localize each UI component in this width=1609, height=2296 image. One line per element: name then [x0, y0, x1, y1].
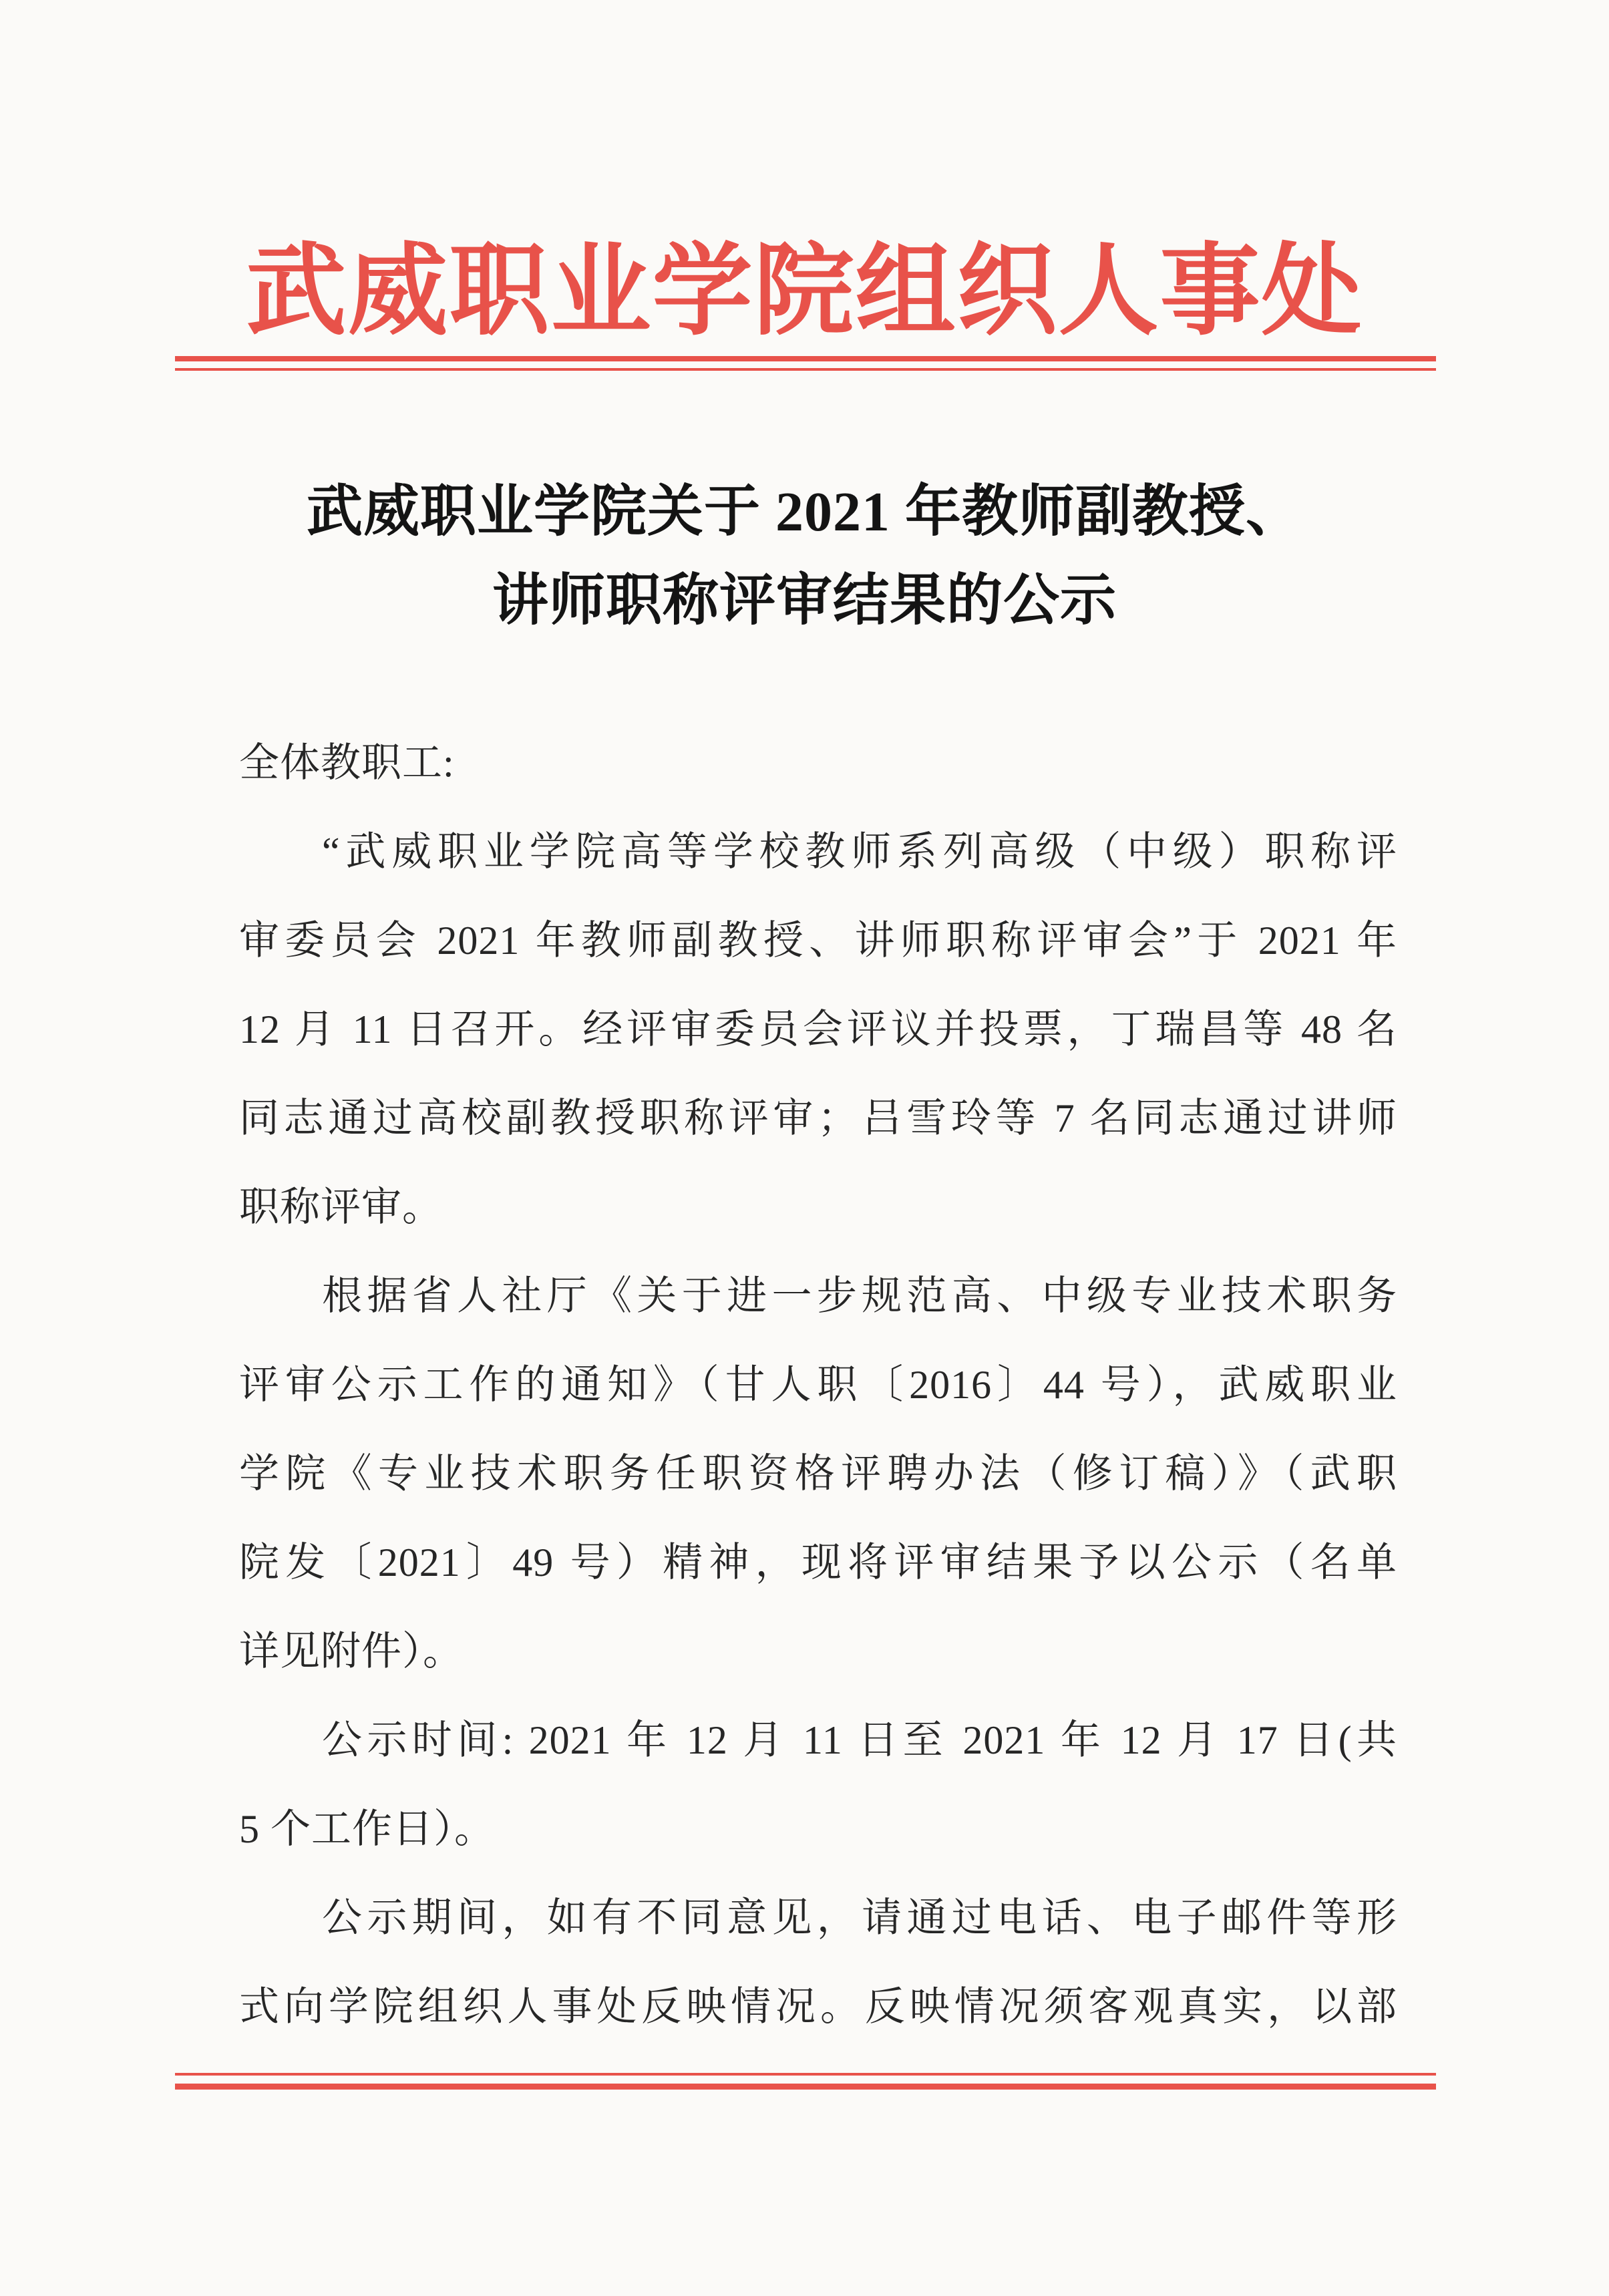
body-line: 学院《专业技术职务任职资格评聘办法（修订稿）》（武职 [239, 1452, 1397, 1496]
footer-rule-thick [175, 2084, 1436, 2090]
document-title-line1: 武威职业学院关于 2021 年教师副教授、 [306, 481, 1302, 543]
body-line: 院发〔2021〕49 号）精神，现将评审结果予以公示（名单 [239, 1540, 1397, 1585]
footer-rule-thin [175, 2073, 1436, 2076]
body-line: 根据省人社厅《关于进一步规范高、中级专业技术职务 [322, 1274, 1397, 1318]
body-line: 同志通过高校副教授职称评审；吕雪玲等 7 名同志通过讲师 [239, 1096, 1397, 1140]
header-rule-thin [175, 368, 1436, 371]
body-line: 详见附件）。 [239, 1629, 464, 1673]
body-line: 审委员会 2021 年教师副教授、讲师职称评审会”于 2021 年 [239, 919, 1397, 963]
body-line: 式向学院组织人事处反映情况。反映情况须客观真实，以部 [239, 1985, 1397, 2029]
body-line: “武威职业学院高等学校教师系列高级（中级）职称评 [322, 830, 1397, 874]
header-rule-thick [175, 356, 1436, 361]
document-title [0, 468, 1609, 645]
body-text [239, 719, 1397, 2052]
body-line: 职称评审。 [239, 1185, 443, 1229]
body-line: 评审公示工作的通知》（甘人职〔2016〕44 号），武威职业 [239, 1363, 1397, 1407]
document-title-line2: 讲师职称评审结果的公示 [492, 570, 1117, 632]
body-line: 全体教职工: [239, 741, 455, 785]
body-line: 5 个工作日）。 [239, 1807, 495, 1851]
body-line: 公示时间: 2021 年 12 月 11 日至 2021 年 12 月 17 日(共 [322, 1718, 1397, 1762]
department-banner-title: 武威职业学院组织人事处 [246, 236, 1363, 347]
body-line: 公示期间，如有不同意见，请通过电话、电子邮件等形 [322, 1896, 1397, 1940]
body-line: 12 月 11 日召开。经评审委员会评议并投票，丁瑞昌等 48 名 [239, 1007, 1397, 1051]
